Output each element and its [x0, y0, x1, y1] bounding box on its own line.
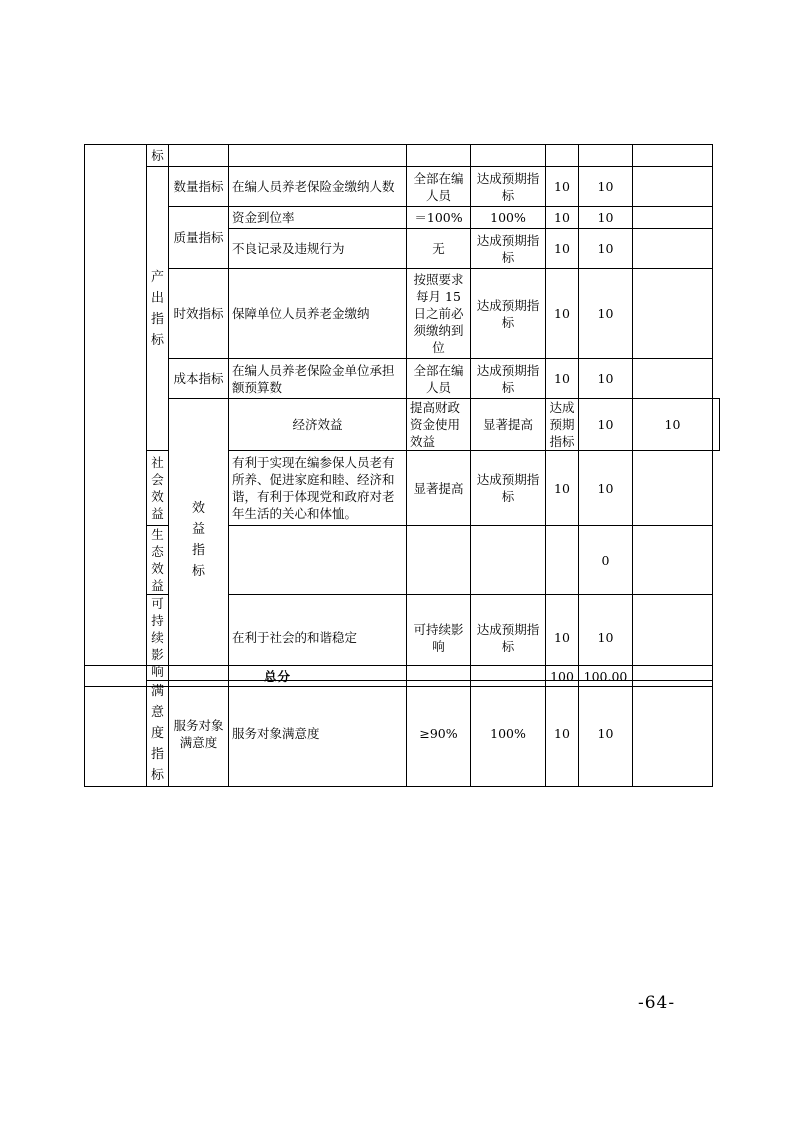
note: [713, 399, 720, 451]
score: 0: [579, 526, 633, 595]
group-benefit: 效益指标: [169, 399, 229, 681]
note: [633, 359, 713, 399]
target-value: [407, 526, 471, 595]
indicator: 有利于实现在编参保人员老有所养、促进家庭和睦、经济和谐，有利于体现党和政府对老年生活的关心和体恤。: [229, 451, 407, 526]
weight: 10: [546, 269, 579, 359]
target-value: 可持续影响: [407, 595, 471, 681]
note: [633, 681, 713, 787]
actual-value: 达成预期指标: [471, 451, 546, 526]
score: 10: [579, 207, 633, 229]
score: 10: [579, 451, 633, 526]
indicator: 在编人员养老保险金缴纳人数: [229, 167, 407, 207]
group-output: 产出指标: [147, 167, 169, 451]
target-value: 无: [407, 229, 471, 269]
weight: [546, 526, 579, 595]
weight: 10: [546, 167, 579, 207]
sub-indicator: 数量指标: [169, 167, 229, 207]
note: [633, 229, 713, 269]
page-number: -64-: [638, 993, 676, 1013]
table-row: [85, 145, 720, 167]
weight: 10: [546, 595, 579, 681]
total-score: 100.00: [579, 666, 633, 687]
sub-indicator: 生态效益: [147, 526, 169, 595]
weight: 10: [546, 359, 579, 399]
table-row: [85, 207, 720, 229]
target-value: ≥90%: [407, 681, 471, 787]
score: 10: [579, 229, 633, 269]
level1-cell: [85, 145, 147, 787]
weight: 10: [546, 229, 579, 269]
total-row: [85, 666, 713, 687]
score: 10: [579, 269, 633, 359]
score: 10: [579, 595, 633, 681]
weight: 10: [579, 399, 633, 451]
actual-value: 100%: [471, 681, 546, 787]
total-actual: [471, 666, 546, 687]
note: [633, 451, 713, 526]
score: 10: [579, 681, 633, 787]
indicator: 在编人员养老保险金单位承担额预算数: [229, 359, 407, 399]
indicator: 提高财政资金使用效益: [407, 399, 471, 451]
table-row: [85, 167, 720, 207]
table-row: [85, 399, 720, 451]
performance-table: [84, 144, 720, 787]
target-value: 显著提高: [407, 451, 471, 526]
actual-value: 达成预期指标: [471, 167, 546, 207]
total-label: 总分: [85, 666, 471, 687]
sub-indicator: 可持续影响: [147, 595, 169, 681]
note: [633, 207, 713, 229]
sub-indicator: 质量指标: [169, 207, 229, 269]
score: 10: [633, 399, 713, 451]
weight: 10: [546, 451, 579, 526]
actual-value: [471, 526, 546, 595]
continued-label: 标: [147, 145, 169, 167]
total-table: [84, 665, 713, 687]
indicator: 不良记录及违规行为: [229, 229, 407, 269]
target-value: 全部在编人员: [407, 359, 471, 399]
indicator: 资金到位率: [229, 207, 407, 229]
indicator: [229, 526, 407, 595]
target-value: 全部在编人员: [407, 167, 471, 207]
group-satisfaction: 满意度指标: [147, 681, 169, 787]
score: 10: [579, 359, 633, 399]
actual-value: 达成预期指标: [471, 269, 546, 359]
target-value: 显著提高: [471, 399, 546, 451]
weight: 10: [546, 207, 579, 229]
actual-value: 达成预期指标: [546, 399, 579, 451]
sub-indicator: 时效指标: [169, 269, 229, 359]
total-note: [633, 666, 713, 687]
sub-indicator: 社会效益: [147, 451, 169, 526]
sub-indicator: 服务对象满意度: [169, 681, 229, 787]
weight: 10: [546, 681, 579, 787]
actual-value: 100%: [471, 207, 546, 229]
table-row: [85, 359, 720, 399]
indicator: 保障单位人员养老金缴纳: [229, 269, 407, 359]
actual-value: 达成预期指标: [471, 359, 546, 399]
indicator: 在利于社会的和谐稳定: [229, 595, 407, 681]
actual-value: 达成预期指标: [471, 229, 546, 269]
table-row: [85, 269, 720, 359]
sub-indicator: 经济效益: [229, 399, 407, 451]
note: [633, 526, 713, 595]
note: [633, 167, 713, 207]
total-weight: 100: [546, 666, 579, 687]
actual-value: 达成预期指标: [471, 595, 546, 681]
target-value: 按照要求每月 15 日之前必须缴纳到位: [407, 269, 471, 359]
score: 10: [579, 167, 633, 207]
table-row: [85, 681, 720, 787]
target-value: ＝100%: [407, 207, 471, 229]
note: [633, 269, 713, 359]
sub-indicator: 成本指标: [169, 359, 229, 399]
indicator: 服务对象满意度: [229, 681, 407, 787]
